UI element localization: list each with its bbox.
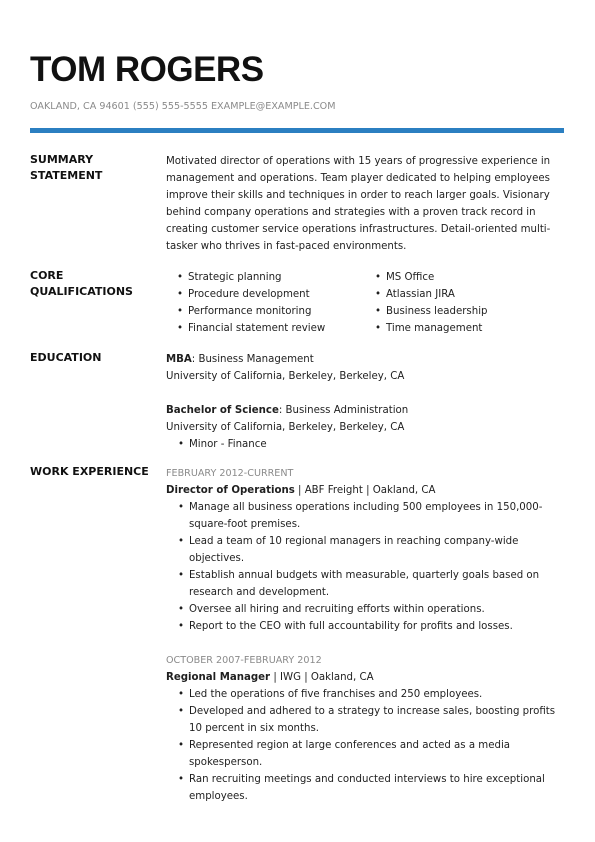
job-bullet: • Establish annual budgets with measurable, quarterly goals based on research and development. — [189, 567, 562, 601]
school-name: University of California, Berkeley, Berkeley, CA — [166, 371, 405, 382]
job-role: Regional Manager — [166, 672, 271, 683]
degree-name: MBA — [166, 354, 192, 365]
list-item: • Business leadership — [364, 303, 562, 320]
minor-item: • Minor - Finance — [189, 436, 562, 453]
candidate-name: TOM ROGERS — [30, 50, 264, 89]
job-bullet: • Led the operations of five franchises and 250 employees. — [189, 686, 562, 703]
job-entry — [166, 652, 562, 805]
job-bullet: • Manage all business operations including 500 employees in 150,000-square-foot premises. — [189, 499, 562, 533]
section-title-summary: SUMMARY STATEMENT — [30, 153, 103, 182]
section-title-qualifications: CORE QUALIFICATIONS — [30, 269, 133, 298]
summary-text: Motivated director of operations with 15 years of progressive experience in management and operations. Team player dedicated to helping employees improve their skills and techniques in order to reach larger goals. Visionary behind company operations and strategies with a proven track record in creating customer service operations infrastructures. Detail-oriented multi-tasker who thrives in fast-paced environments. — [166, 156, 551, 252]
job-company: | IWG | Oakland, CA — [270, 672, 374, 683]
list-item: • Time management — [364, 320, 562, 337]
degree-field: : Business Administration — [278, 405, 409, 416]
job-bullet: • Report to the CEO with full accountability for profits and losses. — [189, 618, 562, 635]
education-entry — [166, 351, 562, 385]
job-dates: FEBRUARY 2012-CURRENT — [166, 468, 294, 479]
job-bullet: • Oversee all hiring and recruiting efforts within operations. — [189, 601, 562, 618]
qualifications-right-list — [364, 269, 562, 337]
header-divider — [30, 128, 564, 133]
list-item: • Atlassian JIRA — [364, 286, 562, 303]
section-title-work: WORK EXPERIENCE — [30, 465, 149, 478]
contact-info: OAKLAND, CA 94601 (555) 555-5555 EXAMPLE@EXAMPLE.COM — [30, 101, 336, 112]
list-item: • Strategic planning — [166, 269, 364, 286]
job-bullet: • Represented region at large conferences and acted as a media spokesperson. — [189, 737, 562, 771]
job-company: | ABF Freight | Oakland, CA — [294, 485, 436, 496]
list-item: • MS Office — [364, 269, 562, 286]
education-entry — [166, 402, 562, 453]
qualifications-left-list — [166, 269, 364, 337]
school-name: University of California, Berkeley, Berkeley, CA — [166, 422, 405, 433]
degree-field: : Business Management — [191, 354, 314, 365]
section-title-education: EDUCATION — [30, 351, 102, 364]
degree-name: Bachelor of Science — [166, 405, 279, 416]
job-bullet: • Lead a team of 10 regional managers in reaching company-wide objectives. — [189, 533, 562, 567]
list-item: • Performance monitoring — [166, 303, 364, 320]
list-item: • Financial statement review — [166, 320, 364, 337]
job-role: Director of Operations — [166, 485, 295, 496]
job-dates: OCTOBER 2007-FEBRUARY 2012 — [166, 655, 322, 666]
job-bullet: • Ran recruiting meetings and conducted interviews to hire exceptional employees. — [189, 771, 562, 805]
job-entry — [166, 465, 562, 635]
list-item: • Procedure development — [166, 286, 364, 303]
job-bullet: • Developed and adhered to a strategy to increase sales, boosting profits 10 percent in six months. — [189, 703, 562, 737]
